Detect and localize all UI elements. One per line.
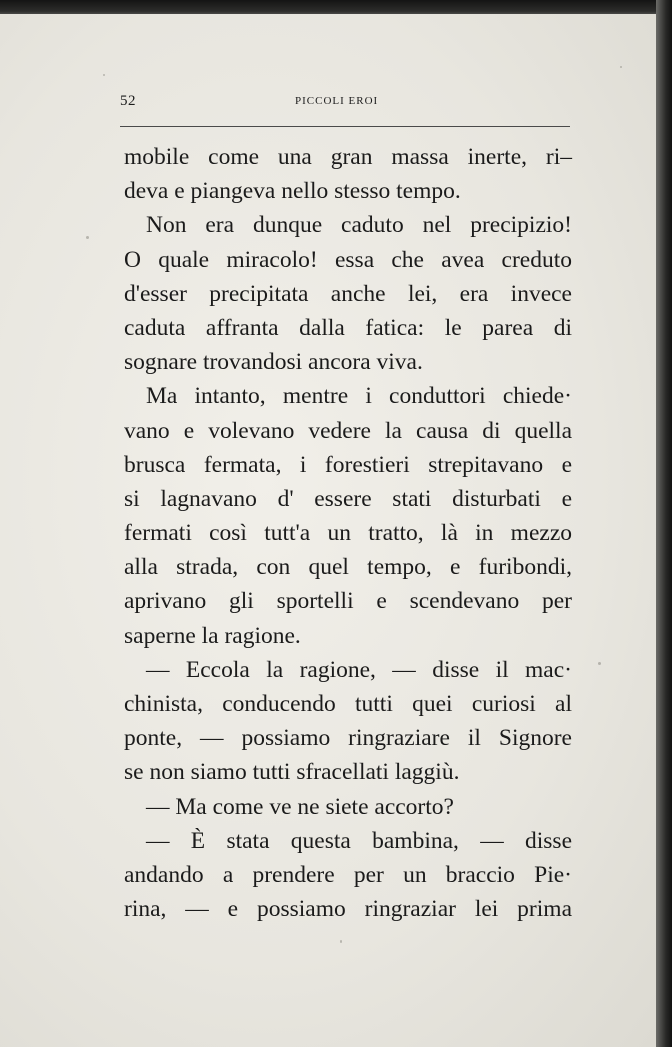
- text-line: alla strada, con quel tempo, e furibondi,: [124, 554, 572, 581]
- text-line: sognare trovandosi ancora viva.: [124, 349, 423, 376]
- text-line: se non siamo tutti sfracellati laggiù.: [124, 759, 460, 786]
- text-line: — Ma come ve ne siete accorto?: [146, 793, 454, 820]
- text-line: — È stata questa bambina, — disse: [146, 827, 572, 854]
- paper-speck: [86, 236, 89, 239]
- page-number: 52: [120, 93, 136, 109]
- text-line: andando a prendere per un braccio Pie·: [124, 861, 572, 888]
- text-line: O quale miracolo! essa che avea creduto: [124, 246, 572, 273]
- text-line: chinista, conducendo tutti quei curiosi al: [124, 691, 572, 717]
- text-line: mobile come una gran massa inerte, ri–: [124, 144, 572, 170]
- scan-right-edge: [656, 0, 672, 1047]
- text-line: si lagnavano d' essere stati disturbati e: [124, 485, 572, 512]
- text-line: saperne la ragione.: [124, 622, 301, 649]
- paper-speck: [598, 662, 601, 665]
- paper-speck: [340, 940, 342, 943]
- text-line: caduta affranta dalla fatica: le parea di: [124, 314, 572, 341]
- text-line: fermati così tutt'a un tratto, là in mezzo: [124, 520, 572, 547]
- body-text: [124, 140, 572, 926]
- text-line: d'esser precipitata anche lei, era invece: [124, 280, 572, 307]
- text-line: aprivano gli sportelli e scendevano per: [124, 588, 572, 615]
- page-header: [120, 93, 570, 117]
- paper-speck: [620, 66, 622, 68]
- text-line: Ma intanto, mentre i conduttori chiede·: [146, 383, 572, 410]
- header-rule: [120, 126, 570, 127]
- running-title: PICCOLI EROI: [295, 95, 379, 107]
- text-line: Non era dunque caduto nel precipizio!: [146, 212, 572, 239]
- text-line: ponte, — possiamo ringraziare il Signore: [124, 725, 572, 752]
- text-line: rina, — e possiamo ringraziar lei prima: [124, 896, 572, 923]
- text-line: deva e piangeva nello stesso tempo.: [124, 178, 461, 205]
- text-line: — Eccola la ragione, — disse il mac·: [146, 656, 572, 683]
- paper-speck: [103, 74, 105, 76]
- text-line: brusca fermata, i forestieri strepitavano e: [124, 451, 572, 478]
- text-line: vano e volevano vedere la causa di quella: [124, 417, 572, 444]
